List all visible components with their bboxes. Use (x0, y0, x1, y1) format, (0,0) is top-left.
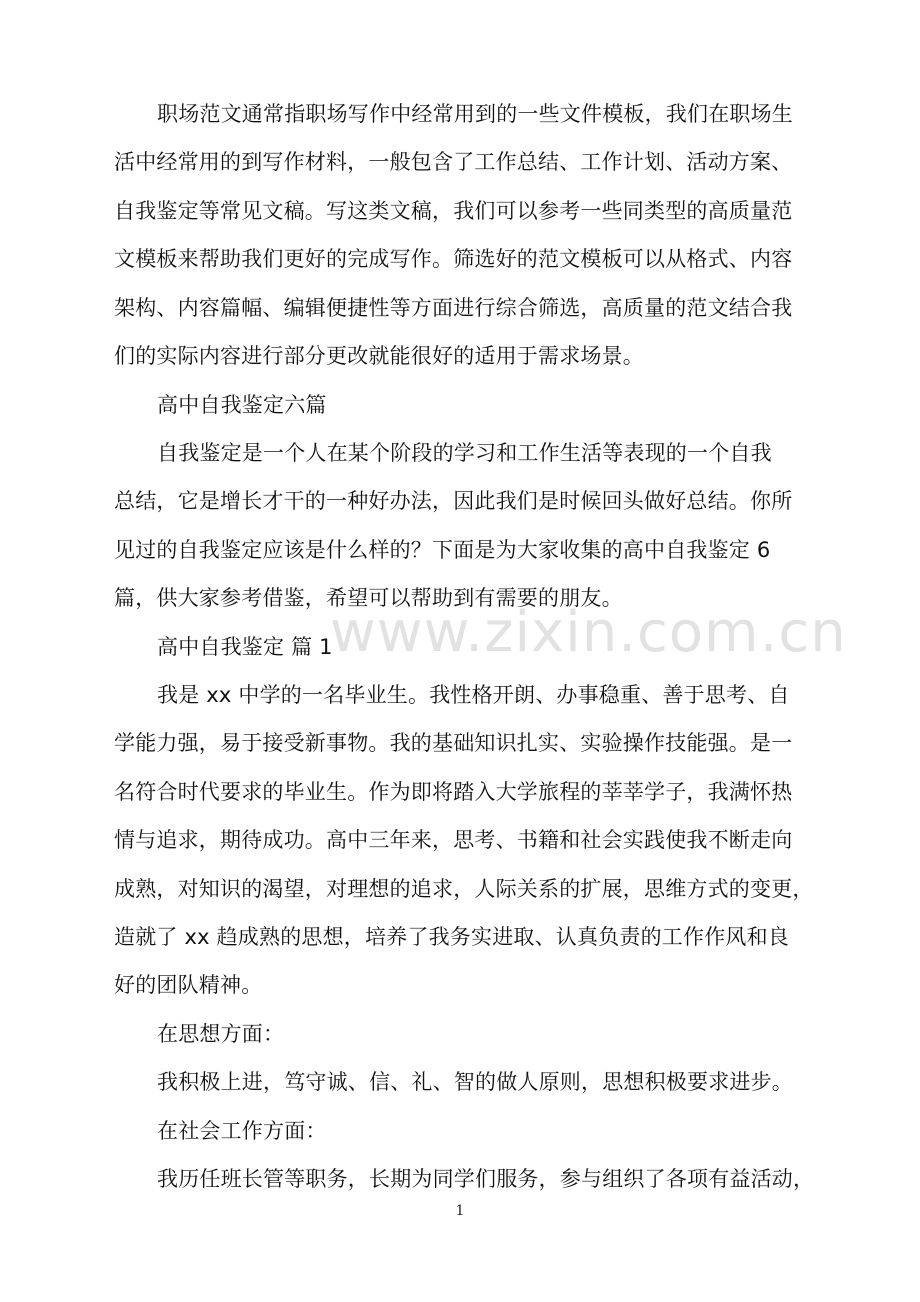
paragraph-self-line-2: 学能力强，易于接受新事物。我的基础知识扎实、实验操作技能强。是一 (114, 731, 793, 755)
watermark-text: www.zixin.com.cn (330, 600, 847, 665)
paragraph-intro-line-4: 文模板来帮助我们更好的完成写作。筛选好的范文模板可以从格式、内容 (114, 247, 793, 271)
paragraph-intro-line-2: 活中经常用的到写作材料，一般包含了工作总结、工作计划、活动方案、 (114, 150, 793, 174)
subheading-thought: 在思想方面： (157, 1022, 285, 1046)
paragraph-summary-line-4: 篇，供大家参考借鉴，希望可以帮助到有需要的朋友。 (114, 586, 623, 610)
paragraph-intro-line-1: 职场范文通常指职场写作中经常用到的一些文件模板，我们在职场生 (157, 102, 793, 126)
paragraph-intro-line-3: 自我鉴定等常见文稿。写这类文稿，我们可以参考一些同类型的高质量范 (114, 199, 793, 223)
subheading-social-work: 在社会工作方面： (157, 1119, 327, 1143)
document-title: 高中自我鉴定六篇 (157, 393, 327, 417)
paragraph-self-line-1: 我是 xx 中学的一名毕业生。我性格开朗、办事稳重、善于思考、自 (157, 683, 790, 707)
paragraph-thought-line-1: 我积极上进，笃守诚、信、礼、智的做人原则，思想积极要求进步。 (157, 1070, 793, 1094)
paragraph-summary-line-1: 自我鉴定是一个人在某个阶段的学习和工作生活等表现的一个自我 (157, 441, 772, 465)
paragraph-summary-line-3: 见过的自我鉴定应该是什么样的？下面是为大家收集的高中自我鉴定 6 (114, 538, 771, 562)
paragraph-self-line-3: 名符合时代要求的毕业生。作为即将踏入大学旅程的莘莘学子，我满怀热 (114, 780, 793, 804)
paragraph-social-work-line-1: 我历任班长管等职务，长期为同学们服务，参与组织了各项有益活动， (157, 1167, 815, 1191)
paragraph-summary-line-2: 总结，它是增长才干的一种好办法，因此我们是时候回头做好总结。你所 (114, 489, 793, 513)
paragraph-self-line-5: 成熟，对知识的渴望，对理想的追求，人际关系的扩展，思维方式的变更， (114, 877, 814, 901)
paragraph-intro-line-5: 架构、内容篇幅、编辑便捷性等方面进行综合筛选，高质量的范文结合我 (114, 296, 793, 320)
paragraph-self-line-4: 情与追求，期待成功。高中三年来，思考、书籍和社会实践使我不断走向 (114, 828, 793, 852)
paragraph-self-line-7: 好的团队精神。 (114, 973, 263, 997)
page-number: 1 (455, 1203, 465, 1219)
paragraph-self-line-6: 造就了 xx 趋成熟的思想，培养了我务实进取、认真负责的工作作风和良 (114, 925, 790, 949)
paragraph-intro-line-6: 们的实际内容进行部分更改就能很好的适用于需求场景。 (114, 344, 644, 368)
section-heading: 高中自我鉴定 篇 1 (157, 635, 333, 659)
